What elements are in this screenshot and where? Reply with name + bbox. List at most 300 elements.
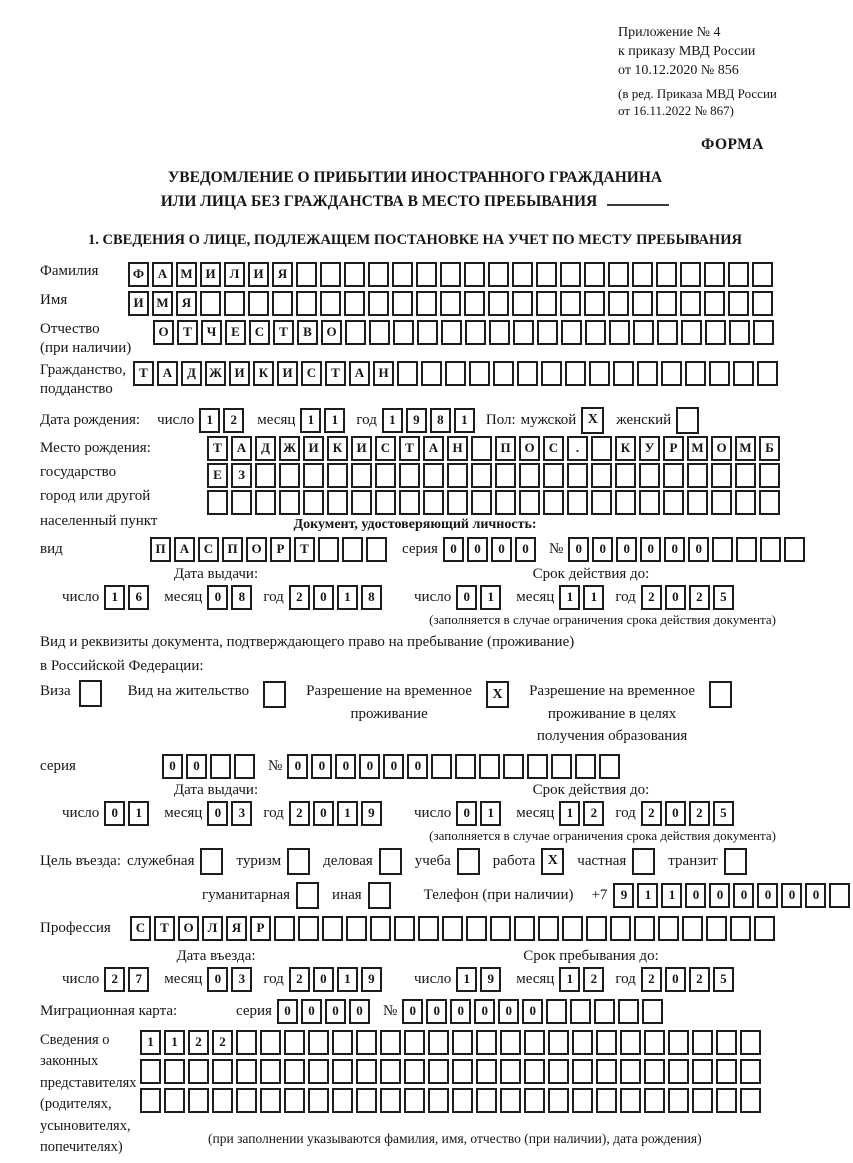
cell[interactable] xyxy=(471,490,492,515)
cell[interactable]: 3 xyxy=(231,967,252,992)
cell[interactable] xyxy=(428,1088,449,1113)
cell[interactable] xyxy=(421,361,442,386)
cell[interactable] xyxy=(692,1030,713,1055)
cell[interactable] xyxy=(465,320,486,345)
cell[interactable] xyxy=(632,291,653,316)
cell[interactable] xyxy=(536,262,557,287)
birth-place-row-3[interactable] xyxy=(207,490,783,515)
cell[interactable]: 9 xyxy=(361,801,382,826)
cell[interactable]: Я xyxy=(226,916,247,941)
cell[interactable]: 0 xyxy=(665,967,686,992)
cell[interactable] xyxy=(668,1059,689,1084)
cell[interactable] xyxy=(423,490,444,515)
cell[interactable] xyxy=(567,490,588,515)
cell[interactable] xyxy=(495,490,516,515)
cell[interactable] xyxy=(393,320,414,345)
cell[interactable]: К xyxy=(253,361,274,386)
cell[interactable] xyxy=(591,463,612,488)
cell[interactable] xyxy=(527,754,548,779)
cell[interactable] xyxy=(255,490,276,515)
cell[interactable] xyxy=(543,463,564,488)
cell[interactable] xyxy=(711,490,732,515)
cell[interactable]: А xyxy=(174,537,195,562)
cell[interactable] xyxy=(488,291,509,316)
cell[interactable]: Т xyxy=(207,436,228,461)
cell[interactable]: Я xyxy=(176,291,197,316)
cell[interactable]: И xyxy=(229,361,250,386)
stay-doc-issue-month[interactable] xyxy=(207,801,255,826)
cell[interactable] xyxy=(548,1088,569,1113)
cell[interactable] xyxy=(620,1030,641,1055)
cell[interactable]: 0 xyxy=(491,537,512,562)
cell[interactable] xyxy=(332,1088,353,1113)
cell[interactable]: 5 xyxy=(713,801,734,826)
cell[interactable]: О xyxy=(153,320,174,345)
cell[interactable] xyxy=(500,1088,521,1113)
cell[interactable]: 6 xyxy=(128,585,149,610)
cell[interactable] xyxy=(596,1030,617,1055)
cell[interactable] xyxy=(685,361,706,386)
cell[interactable] xyxy=(279,490,300,515)
cell[interactable]: И xyxy=(277,361,298,386)
cell[interactable] xyxy=(503,754,524,779)
cell[interactable] xyxy=(692,1088,713,1113)
cell[interactable] xyxy=(344,291,365,316)
purpose-business-checkbox[interactable] xyxy=(379,848,402,875)
cell[interactable] xyxy=(687,463,708,488)
cell[interactable] xyxy=(561,320,582,345)
cell[interactable]: 2 xyxy=(583,967,604,992)
cell[interactable] xyxy=(570,999,591,1024)
cell[interactable] xyxy=(404,1059,425,1084)
cell[interactable]: 8 xyxy=(231,585,252,610)
cell[interactable]: Б xyxy=(759,436,780,461)
cell[interactable]: Р xyxy=(663,436,684,461)
cell[interactable] xyxy=(416,291,437,316)
birth-place-row-2[interactable] xyxy=(207,463,783,488)
surname-cells[interactable] xyxy=(128,262,776,287)
cell[interactable] xyxy=(642,999,663,1024)
cell[interactable] xyxy=(500,1030,521,1055)
cell[interactable] xyxy=(428,1059,449,1084)
cell[interactable] xyxy=(479,754,500,779)
cell[interactable] xyxy=(562,916,583,941)
cell[interactable] xyxy=(551,754,572,779)
cell[interactable]: 0 xyxy=(287,754,308,779)
study-residence-checkbox[interactable] xyxy=(709,681,732,708)
cell[interactable]: 0 xyxy=(781,883,802,908)
cell[interactable] xyxy=(344,262,365,287)
cell[interactable]: 2 xyxy=(188,1030,209,1055)
identity-valid-year[interactable] xyxy=(641,585,737,610)
cell[interactable]: 0 xyxy=(207,967,228,992)
cell[interactable]: Ф xyxy=(128,262,149,287)
citizenship-cells[interactable] xyxy=(133,361,781,386)
cell[interactable] xyxy=(224,291,245,316)
cell[interactable]: 2 xyxy=(689,801,710,826)
stay-doc-issue-year[interactable] xyxy=(289,801,385,826)
cell[interactable] xyxy=(140,1059,161,1084)
cell[interactable]: 0 xyxy=(443,537,464,562)
cell[interactable] xyxy=(375,463,396,488)
cell[interactable]: 2 xyxy=(641,801,662,826)
stay-doc-series-cells[interactable] xyxy=(162,754,258,779)
cell[interactable]: 2 xyxy=(689,585,710,610)
identity-kind-cells[interactable] xyxy=(150,537,390,562)
cell[interactable]: 0 xyxy=(688,537,709,562)
cell[interactable] xyxy=(260,1088,281,1113)
cell[interactable]: 2 xyxy=(641,585,662,610)
cell[interactable] xyxy=(760,537,781,562)
cell[interactable] xyxy=(375,490,396,515)
cell[interactable]: 1 xyxy=(324,408,345,433)
cell[interactable]: О xyxy=(178,916,199,941)
cell[interactable] xyxy=(586,916,607,941)
cell[interactable] xyxy=(644,1030,665,1055)
cell[interactable] xyxy=(466,916,487,941)
cell[interactable] xyxy=(284,1088,305,1113)
male-checkbox[interactable]: X xyxy=(581,407,604,434)
cell[interactable] xyxy=(279,463,300,488)
cell[interactable] xyxy=(423,463,444,488)
cell[interactable] xyxy=(546,999,567,1024)
cell[interactable] xyxy=(298,916,319,941)
cell[interactable]: . xyxy=(567,436,588,461)
cell[interactable] xyxy=(476,1030,497,1055)
cell[interactable]: 1 xyxy=(164,1030,185,1055)
cell[interactable] xyxy=(493,361,514,386)
cell[interactable] xyxy=(759,463,780,488)
cell[interactable] xyxy=(634,916,655,941)
cell[interactable]: 0 xyxy=(207,585,228,610)
cell[interactable] xyxy=(380,1059,401,1084)
cell[interactable]: 3 xyxy=(231,801,252,826)
identity-number-cells[interactable] xyxy=(568,537,808,562)
entry-month[interactable] xyxy=(207,967,255,992)
identity-valid-month[interactable] xyxy=(559,585,607,610)
cell[interactable] xyxy=(759,490,780,515)
cell[interactable] xyxy=(668,1088,689,1113)
cell[interactable]: 0 xyxy=(456,801,477,826)
cell[interactable] xyxy=(356,1059,377,1084)
cell[interactable] xyxy=(639,463,660,488)
cell[interactable] xyxy=(440,262,461,287)
cell[interactable]: 1 xyxy=(337,585,358,610)
cell[interactable] xyxy=(829,883,850,908)
cell[interactable] xyxy=(351,463,372,488)
cell[interactable] xyxy=(236,1088,257,1113)
cell[interactable] xyxy=(369,320,390,345)
cell[interactable]: Е xyxy=(207,463,228,488)
cell[interactable] xyxy=(471,436,492,461)
cell[interactable]: Р xyxy=(270,537,291,562)
cell[interactable] xyxy=(488,262,509,287)
cell[interactable]: 2 xyxy=(641,967,662,992)
cell[interactable] xyxy=(469,361,490,386)
cell[interactable] xyxy=(740,1030,761,1055)
cell[interactable]: 0 xyxy=(349,999,370,1024)
cell[interactable]: 1 xyxy=(199,408,220,433)
phone-cells[interactable] xyxy=(613,883,853,908)
cell[interactable] xyxy=(584,262,605,287)
cell[interactable] xyxy=(207,490,228,515)
cell[interactable]: 1 xyxy=(480,801,501,826)
representatives-row-3[interactable] xyxy=(140,1088,764,1113)
cell[interactable]: Т xyxy=(399,436,420,461)
identity-issue-month[interactable] xyxy=(207,585,255,610)
cell[interactable] xyxy=(608,291,629,316)
cell[interactable] xyxy=(512,291,533,316)
cell[interactable] xyxy=(754,916,775,941)
cell[interactable] xyxy=(663,490,684,515)
cell[interactable]: 0 xyxy=(402,999,423,1024)
cell[interactable] xyxy=(416,262,437,287)
cell[interactable] xyxy=(447,463,468,488)
cell[interactable] xyxy=(567,463,588,488)
cell[interactable] xyxy=(490,916,511,941)
cell[interactable] xyxy=(345,320,366,345)
cell[interactable]: 8 xyxy=(430,408,451,433)
cell[interactable] xyxy=(538,916,559,941)
cell[interactable]: 5 xyxy=(713,585,734,610)
purpose-work-checkbox[interactable]: X xyxy=(541,848,564,875)
cell[interactable]: 1 xyxy=(104,585,125,610)
cell[interactable] xyxy=(476,1059,497,1084)
cell[interactable] xyxy=(740,1059,761,1084)
cell[interactable] xyxy=(308,1030,329,1055)
cell[interactable] xyxy=(524,1030,545,1055)
cell[interactable]: О xyxy=(519,436,540,461)
cell[interactable] xyxy=(236,1030,257,1055)
cell[interactable] xyxy=(272,291,293,316)
cell[interactable]: 1 xyxy=(583,585,604,610)
cell[interactable]: 0 xyxy=(664,537,685,562)
cell[interactable]: 0 xyxy=(733,883,754,908)
cell[interactable] xyxy=(709,361,730,386)
cell[interactable]: 0 xyxy=(757,883,778,908)
cell[interactable]: 0 xyxy=(467,537,488,562)
cell[interactable] xyxy=(404,1030,425,1055)
cell[interactable] xyxy=(716,1059,737,1084)
cell[interactable] xyxy=(560,262,581,287)
cell[interactable] xyxy=(681,320,702,345)
cell[interactable]: Л xyxy=(202,916,223,941)
cell[interactable]: 1 xyxy=(661,883,682,908)
cell[interactable]: 2 xyxy=(212,1030,233,1055)
cell[interactable] xyxy=(704,291,725,316)
cell[interactable]: И xyxy=(351,436,372,461)
cell[interactable] xyxy=(609,320,630,345)
cell[interactable] xyxy=(639,490,660,515)
cell[interactable] xyxy=(610,916,631,941)
cell[interactable]: 9 xyxy=(361,967,382,992)
cell[interactable]: А xyxy=(231,436,252,461)
cell[interactable] xyxy=(260,1059,281,1084)
purpose-private-checkbox[interactable] xyxy=(632,848,655,875)
migration-card-number-cells[interactable] xyxy=(402,999,666,1024)
cell[interactable]: Д xyxy=(255,436,276,461)
cell[interactable] xyxy=(657,320,678,345)
cell[interactable]: 0 xyxy=(616,537,637,562)
patronymic-cells[interactable] xyxy=(153,320,777,345)
cell[interactable] xyxy=(615,463,636,488)
cell[interactable]: 1 xyxy=(559,585,580,610)
cell[interactable]: С xyxy=(130,916,151,941)
cell[interactable] xyxy=(188,1088,209,1113)
cell[interactable] xyxy=(591,436,612,461)
cell[interactable]: 0 xyxy=(335,754,356,779)
cell[interactable]: 0 xyxy=(313,801,334,826)
cell[interactable]: А xyxy=(349,361,370,386)
cell[interactable] xyxy=(712,537,733,562)
cell[interactable] xyxy=(716,1030,737,1055)
cell[interactable]: 9 xyxy=(406,408,427,433)
cell[interactable] xyxy=(613,361,634,386)
cell[interactable] xyxy=(752,262,773,287)
stay-until-day[interactable] xyxy=(456,967,504,992)
cell[interactable]: З xyxy=(231,463,252,488)
cell[interactable] xyxy=(164,1088,185,1113)
cell[interactable] xyxy=(572,1088,593,1113)
birth-day-cells[interactable] xyxy=(199,408,247,433)
cell[interactable]: 0 xyxy=(313,967,334,992)
cell[interactable] xyxy=(716,1088,737,1113)
cell[interactable]: А xyxy=(157,361,178,386)
cell[interactable]: 0 xyxy=(474,999,495,1024)
cell[interactable]: О xyxy=(321,320,342,345)
cell[interactable]: 1 xyxy=(337,801,358,826)
cell[interactable] xyxy=(512,262,533,287)
cell[interactable] xyxy=(596,1088,617,1113)
cell[interactable] xyxy=(140,1088,161,1113)
cell[interactable] xyxy=(327,490,348,515)
cell[interactable] xyxy=(572,1059,593,1084)
cell[interactable] xyxy=(332,1059,353,1084)
cell[interactable]: Р xyxy=(250,916,271,941)
cell[interactable]: Я xyxy=(272,262,293,287)
cell[interactable]: 0 xyxy=(456,585,477,610)
identity-issue-year[interactable] xyxy=(289,585,385,610)
profession-cells[interactable] xyxy=(130,916,778,941)
cell[interactable] xyxy=(394,916,415,941)
stay-doc-valid-month[interactable] xyxy=(559,801,607,826)
cell[interactable] xyxy=(342,537,363,562)
cell[interactable]: 1 xyxy=(559,967,580,992)
cell[interactable]: 0 xyxy=(359,754,380,779)
cell[interactable]: И xyxy=(248,262,269,287)
cell[interactable]: С xyxy=(301,361,322,386)
cell[interactable] xyxy=(308,1088,329,1113)
cell[interactable] xyxy=(274,916,295,941)
cell[interactable]: У xyxy=(639,436,660,461)
cell[interactable] xyxy=(399,463,420,488)
cell[interactable] xyxy=(368,291,389,316)
cell[interactable] xyxy=(584,291,605,316)
cell[interactable] xyxy=(428,1030,449,1055)
purpose-transit-checkbox[interactable] xyxy=(724,848,747,875)
purpose-other-checkbox[interactable] xyxy=(368,882,391,909)
cell[interactable] xyxy=(327,463,348,488)
cell[interactable] xyxy=(596,1059,617,1084)
cell[interactable]: П xyxy=(150,537,171,562)
residence-permit-checkbox[interactable] xyxy=(263,681,286,708)
cell[interactable] xyxy=(417,320,438,345)
cell[interactable] xyxy=(441,320,462,345)
cell[interactable]: Ч xyxy=(201,320,222,345)
cell[interactable] xyxy=(704,262,725,287)
entry-day[interactable] xyxy=(104,967,152,992)
cell[interactable] xyxy=(234,754,255,779)
cell[interactable] xyxy=(356,1088,377,1113)
cell[interactable]: Н xyxy=(447,436,468,461)
cell[interactable]: 0 xyxy=(325,999,346,1024)
cell[interactable] xyxy=(711,463,732,488)
cell[interactable] xyxy=(404,1088,425,1113)
cell[interactable] xyxy=(730,916,751,941)
cell[interactable] xyxy=(188,1059,209,1084)
cell[interactable]: 0 xyxy=(640,537,661,562)
cell[interactable]: 1 xyxy=(337,967,358,992)
cell[interactable]: Е xyxy=(225,320,246,345)
cell[interactable] xyxy=(380,1030,401,1055)
stay-until-month[interactable] xyxy=(559,967,607,992)
identity-issue-day[interactable] xyxy=(104,585,152,610)
cell[interactable]: О xyxy=(711,436,732,461)
female-checkbox[interactable] xyxy=(676,407,699,434)
cell[interactable] xyxy=(548,1059,569,1084)
cell[interactable] xyxy=(303,490,324,515)
cell[interactable] xyxy=(733,361,754,386)
cell[interactable]: 1 xyxy=(128,801,149,826)
cell[interactable] xyxy=(735,490,756,515)
cell[interactable] xyxy=(397,361,418,386)
cell[interactable] xyxy=(565,361,586,386)
cell[interactable] xyxy=(784,537,805,562)
cell[interactable]: 0 xyxy=(515,537,536,562)
cell[interactable]: Т xyxy=(177,320,198,345)
cell[interactable] xyxy=(517,361,538,386)
stay-doc-number-cells[interactable] xyxy=(287,754,623,779)
cell[interactable] xyxy=(284,1030,305,1055)
cell[interactable] xyxy=(572,1030,593,1055)
cell[interactable] xyxy=(366,537,387,562)
cell[interactable] xyxy=(729,320,750,345)
cell[interactable] xyxy=(445,361,466,386)
cell[interactable] xyxy=(452,1030,473,1055)
cell[interactable] xyxy=(705,320,726,345)
cell[interactable] xyxy=(489,320,510,345)
cell[interactable] xyxy=(658,916,679,941)
cell[interactable] xyxy=(164,1059,185,1084)
cell[interactable]: Т xyxy=(273,320,294,345)
cell[interactable] xyxy=(399,490,420,515)
cell[interactable]: 1 xyxy=(480,585,501,610)
cell[interactable] xyxy=(210,754,231,779)
migration-card-series-cells[interactable] xyxy=(277,999,373,1024)
cell[interactable] xyxy=(318,537,339,562)
cell[interactable] xyxy=(464,291,485,316)
cell[interactable] xyxy=(752,291,773,316)
representatives-row-2[interactable] xyxy=(140,1059,764,1084)
cell[interactable]: 0 xyxy=(301,999,322,1024)
cell[interactable]: А xyxy=(152,262,173,287)
cell[interactable] xyxy=(255,463,276,488)
cell[interactable] xyxy=(476,1088,497,1113)
cell[interactable]: Т xyxy=(133,361,154,386)
cell[interactable]: 0 xyxy=(426,999,447,1024)
cell[interactable]: 0 xyxy=(498,999,519,1024)
cell[interactable] xyxy=(740,1088,761,1113)
